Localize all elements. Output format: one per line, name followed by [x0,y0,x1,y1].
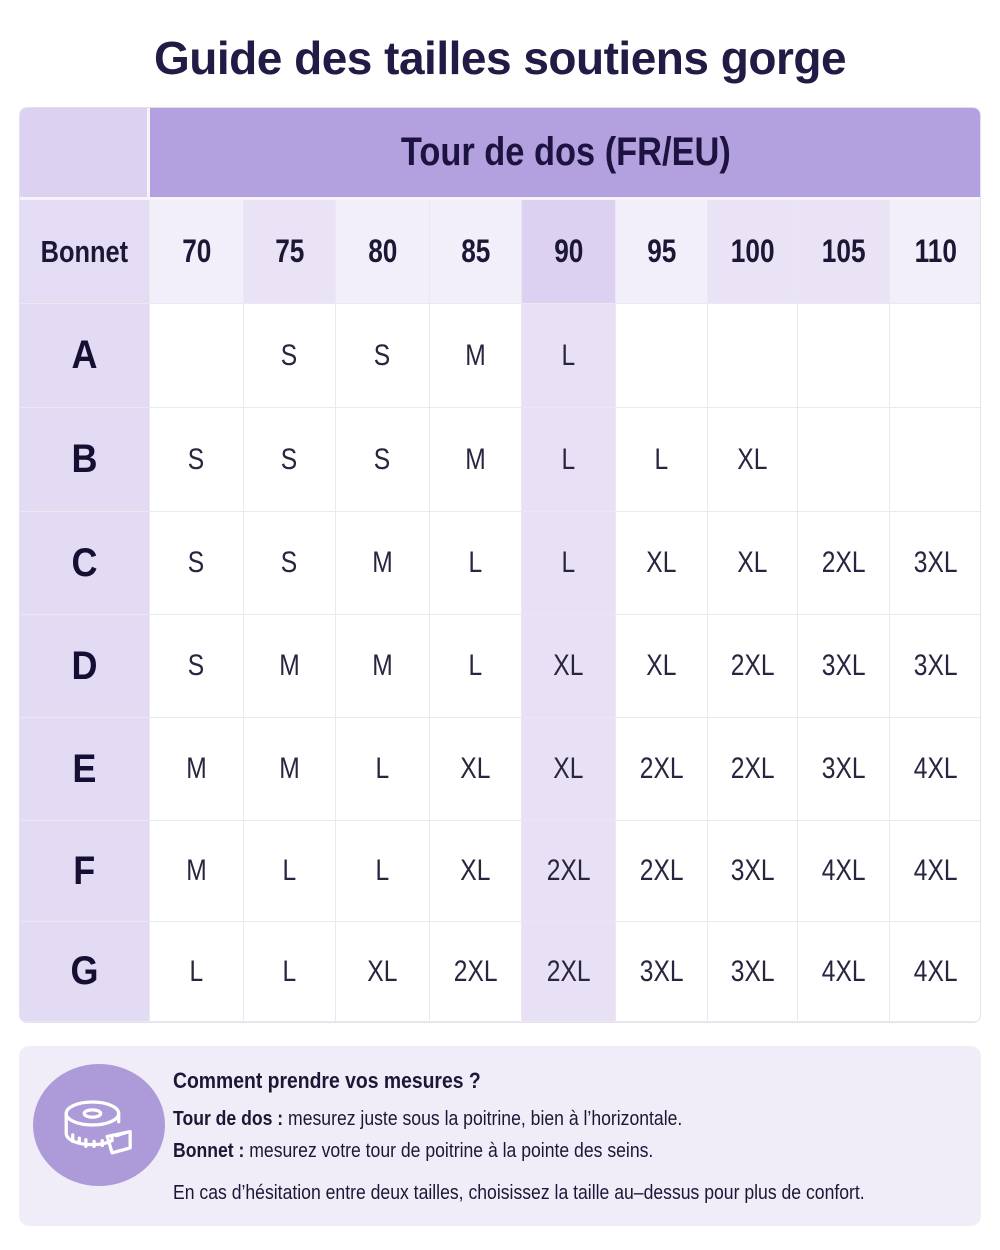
size-cell-text: M [372,546,393,579]
size-cell [522,922,616,1022]
size-cell-text: 2XL [639,854,684,887]
size-cell-text: 3XL [913,546,958,579]
size-cell [150,408,244,512]
size-cell [522,408,616,512]
size-cell [890,718,981,821]
size-cell [708,615,798,718]
band-size-110 [890,200,981,304]
size-cell [430,718,522,821]
cup-column-header [20,200,150,304]
band-size-70 [150,200,244,304]
size-cell [150,718,244,821]
size-cell-text: S [188,649,205,682]
size-cell [430,821,522,922]
info-heading-text: Comment prendre vos mesures ? [173,1068,481,1093]
size-cell [150,821,244,922]
band-instruction-text: mesurez juste sous la poitrine, bien à l’horizontale. [283,1108,683,1130]
size-cell-text: 2XL [453,954,498,988]
size-cell [798,718,890,821]
band-size-90-text: 90 [553,233,584,269]
size-cell [890,615,981,718]
size-cell [890,408,981,512]
size-cell-text: M [465,338,486,372]
band-size-90 [522,200,616,304]
size-cell [430,512,522,615]
size-cell [336,615,430,718]
size-cell-text: M [372,649,393,682]
band-size-95 [616,200,708,304]
cup-label-f [20,821,150,922]
size-cell-text: L [561,546,576,579]
size-cell-text: S [188,442,205,476]
size-cell-text: M [279,752,300,785]
size-cell-text: S [188,546,205,579]
size-cell-text: XL [737,442,768,476]
cup-instruction-text: mesurez votre tour de poitrine à la pointe des seins. [244,1140,654,1162]
cup-column-header-text: Bonnet [40,233,129,269]
size-cell [890,922,981,1022]
size-cell [708,718,798,821]
size-cell [522,615,616,718]
size-cell-text: 3XL [821,752,866,785]
band-size-80-text: 80 [367,233,398,269]
size-cell [708,922,798,1022]
cup-label-a [20,304,150,408]
size-grid [20,108,981,1023]
size-cell-text: L [282,854,297,887]
cup-label-g-text: G [70,949,99,993]
size-cell [616,922,708,1022]
band-instruction [173,1108,752,1131]
size-cell-text: 4XL [913,954,958,988]
size-cell [244,821,336,922]
cup-label-g [20,922,150,1022]
cup-label-b [20,408,150,512]
size-cell [150,304,244,408]
size-cell-text: XL [460,854,491,887]
size-cell [150,512,244,615]
size-cell [244,718,336,821]
size-cell-text: 3XL [639,954,684,988]
size-cell-text: 2XL [730,752,775,785]
size-cell [708,821,798,922]
size-cell [430,304,522,408]
size-cell-text: 3XL [730,954,775,988]
cup-label-f-text: F [73,848,96,893]
size-cell [244,304,336,408]
size-cell [244,512,336,615]
size-cell [708,408,798,512]
size-cell-text: XL [553,752,584,785]
band-size-105-text: 105 [821,233,866,269]
size-cell-text: 4XL [821,954,866,988]
cup-label-b-text: B [71,437,98,481]
measuring-tape-icon-graphic [58,1084,140,1166]
size-cell-text: L [468,546,483,579]
size-cell [890,512,981,615]
size-cell-text: 3XL [913,649,958,682]
size-cell [336,304,430,408]
size-cell-text: L [654,442,669,476]
size-cell-text: L [282,954,297,988]
band-size-header [150,108,981,200]
cup-label-c-text: C [71,540,98,585]
size-cell-text: 4XL [821,854,866,887]
size-cell [150,922,244,1022]
size-cell-text: 2XL [546,854,591,887]
size-cell [616,512,708,615]
size-cell-text: 2XL [730,649,775,682]
size-cell-text: XL [646,649,677,682]
size-cell [244,922,336,1022]
size-cell [890,821,981,922]
size-cell [336,922,430,1022]
size-cell-text: S [281,546,298,579]
size-cell [798,512,890,615]
size-cell-text: 2XL [821,546,866,579]
size-cell [708,512,798,615]
size-cell [798,408,890,512]
band-size-75 [244,200,336,304]
size-cell-text: XL [460,752,491,785]
size-cell-text: XL [646,546,677,579]
cup-label-a-text: A [71,333,98,377]
band-size-75-text: 75 [274,233,305,269]
size-cell [336,718,430,821]
measuring-tape-icon [33,1064,165,1186]
size-cell [798,821,890,922]
size-cell [522,512,616,615]
size-cell-text: M [279,649,300,682]
size-cell [616,718,708,821]
size-cell [430,615,522,718]
size-cell-text: XL [553,649,584,682]
size-cell [616,304,708,408]
size-cell-text: L [189,954,204,988]
band-size-100-text: 100 [730,233,775,269]
size-cell [244,408,336,512]
cup-label-d [20,615,150,718]
size-cell [890,304,981,408]
size-cell-text: S [281,338,298,372]
band-size-70-text: 70 [181,233,212,269]
band-size-95-text: 95 [646,233,677,269]
size-cell-text: XL [737,546,768,579]
size-cell-text: S [374,442,391,476]
size-cell [150,615,244,718]
size-table [19,107,981,1023]
size-cell [430,922,522,1022]
info-heading [173,1068,523,1094]
size-cell-text: 2XL [546,954,591,988]
band-instruction-label: Tour de dos : [173,1108,284,1130]
size-cell [336,821,430,922]
measurement-info-panel [19,1046,981,1226]
band-size-85 [430,200,522,304]
band-size-105 [798,200,890,304]
size-cell [708,304,798,408]
size-cell [616,408,708,512]
size-cell [798,304,890,408]
size-advice-note-text: En cas d’hésitation entre deux tailles, choisissez la taille au–dessus pour plus de confort. [173,1182,865,1204]
band-size-85-text: 85 [460,233,491,269]
cup-label-e-text: E [72,746,97,791]
cup-instruction [173,1140,719,1163]
band-size-110-text: 110 [914,233,957,269]
size-advice-note [173,1182,959,1205]
size-cell-text: M [465,442,486,476]
size-cell-text: 3XL [730,854,775,887]
size-cell [616,821,708,922]
size-cell [244,615,336,718]
size-cell [522,821,616,922]
size-cell-text: M [186,752,207,785]
cup-instruction-label: Bonnet : [173,1140,245,1162]
size-cell-text: 4XL [913,752,958,785]
band-size-80 [336,200,430,304]
size-cell-text: XL [367,954,398,988]
size-cell-text: M [186,854,207,887]
size-cell-text: L [561,338,576,372]
size-cell-text: L [561,442,576,476]
size-cell-text: 4XL [913,854,958,887]
size-cell [430,408,522,512]
table-corner [20,108,150,200]
size-cell-text: 3XL [821,649,866,682]
band-size-100 [708,200,798,304]
size-cell-text: L [468,649,483,682]
size-cell [798,922,890,1022]
size-cell-text: L [375,752,390,785]
size-cell-text: S [374,338,391,372]
cup-label-d-text: D [71,643,98,688]
size-cell [522,304,616,408]
page-title: Guide des tailles soutiens gorge [153,32,847,84]
size-cell [616,615,708,718]
cup-label-e [20,718,150,821]
size-cell-text: L [375,854,390,887]
size-cell [522,718,616,821]
size-cell-text: 2XL [639,752,684,785]
band-size-header-label: Tour de dos (FR/EU) [401,130,731,174]
size-cell [336,512,430,615]
cup-label-c [20,512,150,615]
size-cell [798,615,890,718]
size-cell-text: S [281,442,298,476]
size-cell [336,408,430,512]
